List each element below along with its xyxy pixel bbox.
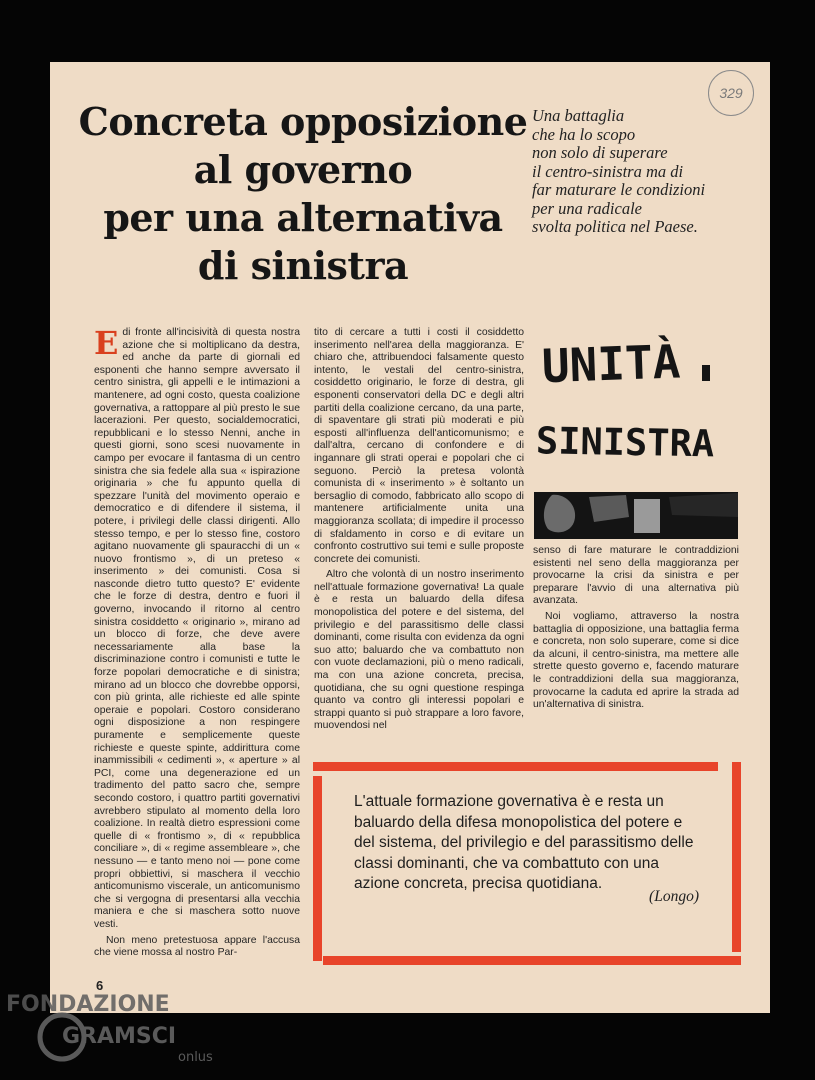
title-line: al governo <box>193 147 413 192</box>
paragraph: Non meno pretestuosa appare l'accusa che viene mossa al nostro Par- <box>94 934 300 959</box>
box-border-top <box>313 762 718 771</box>
banner-text-line: UNITÀ <box>540 334 682 394</box>
paragraph: senso di fare maturare le contraddizioni esistenti nel seno della maggioranza per provocarne la crisi da sinistra e per preparare l'avvio di una alternativa più avanzata. <box>533 545 739 607</box>
subtitle-line: che ha lo scopo <box>532 124 636 144</box>
paragraph: Noi vogliamo, attraverso la nostra battaglia di opposizione, una battaglia ferma e concreta, non solo superare, come si dice da alcuni, il centro-sinistra, ma mettere alle strette questo governo e, facendo maturare le contraddizioni della sua maggioranza, provocarne la caduta ed aprire la strada ad un'alternativa di sinistra. <box>533 610 739 711</box>
text-column-3 <box>533 545 739 715</box>
title-line: di sinistra <box>197 243 409 288</box>
text-column-2 <box>314 327 524 736</box>
banner-text-line: SINISTRA <box>535 419 715 466</box>
subtitle-line: far maturare le condizioni <box>532 180 706 199</box>
watermark-line-3: onlus <box>178 1050 213 1065</box>
article-title <box>68 98 538 290</box>
paragraph-text: di fronte all'incisività di questa nostra azione che si moltiplicano da destra, ed anche da parte di giornali ed esponenti che hanno sempre avversato il centro sinistra, gli appelli e le intimazioni a mantenere, ad ogni costo, questa coalizione governativa, a rattoppare al più presto le sue lacerazioni. Per questo, socialdemocratici, repubblicani e lo stesso Nenni, anche in questi giorni, sono scesi nuovamente in campo per evocare il fantasma di un centro sinistra che sia fedele alla sua « ispirazione originaria » che fu appunto quella di spezzare l'unità del movimento operaio e democratico e di difendere il sistema, il potere, i privilegi delle classi dirigenti. Allo stesso tempo, e per lo stesso fine, costoro agitano nuovamente gli spauracchi di un « nuovo frontismo », di un preteso « inserimento » dei comunisti. Cosa si nasconde dietro tutto questo? E' evidente che le forze di destra, dentro e fuori il governo, invocando il ritorno al centro sinistra cosiddetto « originario », mirano ad un blocco di forze, che deve avere necessariamente alla base la discriminazione contro i comunisti e tutte le forze popolari democratiche e di sinistra; mirano ad un blocco che dovrebbe opporsi, con più grinta, alle richieste ed alle spinte operaie e popolari. Costoro considerano ogni disposizione a non respingere puramente e semplicemente queste richieste e queste spinte, addirittura come inammissibili « cedimenti », « aperture » al PCI, come una degenerazione ed un tradimento del patto sacro che, sempre secondo costoro, i quattro partiti governativi avrebbero stipulato al momento della loro coalizione. In realtà dietro espressioni come quelle di « frontismo », di « repubblica conciliare », di « regime assembleare », che nessuno — e tanto meno noi — pone come propri obbiettivi, si maschera il vecchio anticomunismo viscerale, un anticomunismo che si vergogna di presentarsi alla vecchia maniera e che si maschera sotto nuove vesti. <box>94 327 300 930</box>
title-line: per una alternativa <box>103 195 503 240</box>
subtitle-line: Una battaglia <box>532 106 625 125</box>
box-border-bottom <box>323 956 741 965</box>
fondazione-gramsci-watermark <box>0 985 230 1080</box>
subtitle-line: non solo di superare <box>532 143 668 162</box>
watermark-line-1: FONDAZIONE <box>6 992 170 1017</box>
box-border-right <box>732 762 741 952</box>
box-border-left <box>313 776 322 961</box>
watermark-line-2: GRAMSCI <box>62 1024 177 1049</box>
text-column-1 <box>94 324 300 963</box>
drop-cap: E <box>94 324 119 362</box>
protest-banner-photo <box>534 317 738 539</box>
subtitle-line: svolta politica nel Paese. <box>532 217 698 236</box>
paragraph <box>94 324 300 932</box>
paragraph: Altro che volontà di un nostro inserimento nell'attuale formazione governativa! La quale è e resta un baluardo della difesa monopolistica del potere e del sistema, del privilegio e del parassitismo delle classi dominanti, come risulta con evidenza da ogni suo atto; baluardo che va combattuto non con vuote declamazioni, più o meno radicali, ma con una azione concreta, precisa, quotidiana, che su ogni questione respinga quanto va contro gli interessi popolari e strappi quanto si può strappare a loro favore, muovendosi nel <box>314 569 524 732</box>
page-number: 6 <box>96 978 104 993</box>
archive-page-stamp: 329 <box>708 70 754 116</box>
title-line: Concreta opposizione <box>78 99 528 144</box>
paragraph: tito di cercare a tutti i costi il cosiddetto inserimento nell'area della maggioranza. E' chiaro che, attribuendoci falsamente questo intento, le vestali del centro-sinistra, cosiddetto originario, le forze di destra, gli esponenti conservatori della DC e degli altri partiti della coalizione cercano, da una parte, di spaventare gli strati più moderati e più esposti all'influenza dell'anticomunismo; e dall'altra, cercano di confondere e di ingannare gli strati operai e popolari che ci seguono. Perciò la pretesa volontà comunista di « inserimento » è soltanto un bersaglio di comodo, fabbricato allo scopo di mantenere artificialmente unita una maggioranza scollata; di impedire il processo di sfaldamento in corso e di evitare un confronto costruttivo sui temi e sulle proposte concrete dei comunisti. <box>314 327 524 565</box>
magazine-page <box>50 62 770 1013</box>
pull-quote-text: L'attuale formazione governativa è e resta un baluardo della difesa monopolistica del potere e del sistema, del privilegio e del parassitismo delle classi dominanti, che va combattuto con una azione concreta, precisa quotidiana. <box>354 793 694 893</box>
subtitle-line: per una radicale <box>532 198 642 218</box>
banner-image <box>534 317 738 539</box>
pull-quote-author: (Longo) <box>649 888 699 905</box>
subtitle-line: il centro-sinistra ma di <box>532 161 684 181</box>
article-subtitle <box>532 107 760 237</box>
pull-quote-box <box>313 762 741 965</box>
